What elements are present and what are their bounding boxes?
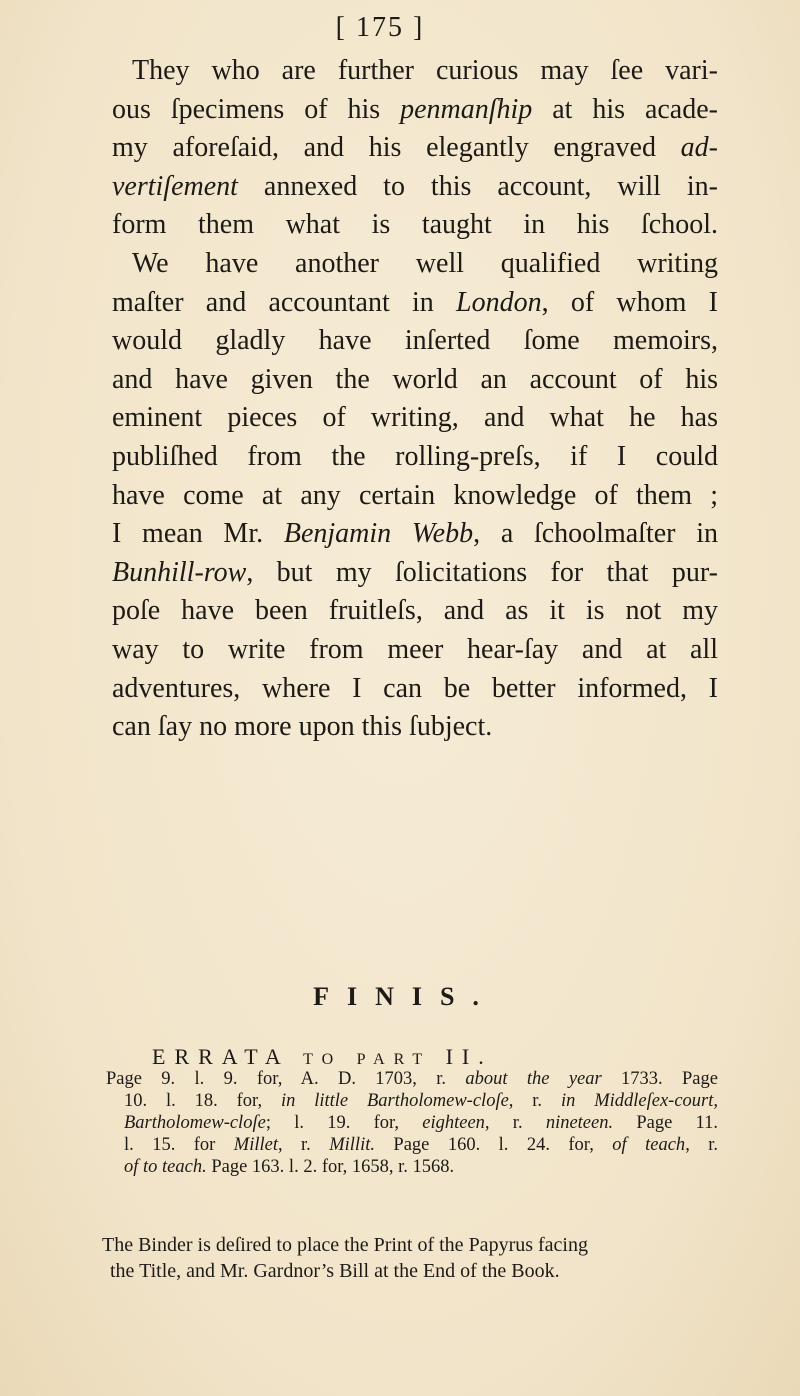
- text-segment: They who are further curious may ſee vari-: [132, 55, 718, 86]
- text-line: [106, 1090, 718, 1112]
- text-line: [112, 438, 718, 477]
- text-line: [112, 631, 718, 670]
- text-segment: We have another well qualified writing: [132, 247, 718, 279]
- text-segment: publiſhed from the rolling-preſs, if I could: [112, 440, 718, 472]
- italic-text: Millit.: [329, 1135, 375, 1155]
- italic-text: London: [456, 286, 542, 318]
- text-line: [112, 554, 718, 593]
- text-line: [112, 52, 718, 91]
- text-segment: eminent pieces of writing, and what he has: [112, 402, 718, 434]
- text-segment: my aforeſaid, and his elegantly engraved: [112, 132, 681, 164]
- main-text: [112, 52, 718, 747]
- text-segment: , but my ſolicitations for that pur-: [246, 556, 718, 588]
- text-segment: , r.: [508, 1091, 561, 1111]
- text-segment: I mean Mr.: [112, 518, 284, 550]
- text-segment: have come at any certain knowledge of them ;: [112, 479, 718, 511]
- text-segment: ous ſpecimens of his: [112, 93, 401, 125]
- text-line: [112, 168, 718, 207]
- text-line: [106, 1156, 718, 1178]
- text-line: [112, 515, 718, 554]
- text-segment: , r.: [685, 1135, 719, 1155]
- text-line: [112, 245, 718, 284]
- text-segment: form them what is taught in his ſchool.: [112, 209, 718, 241]
- text-segment: , of whom I: [541, 286, 718, 318]
- text-line: [112, 91, 718, 130]
- text-segment: maſter and accountant in: [112, 286, 457, 318]
- italic-text: in Middleſex-court,: [560, 1091, 718, 1111]
- finis-heading: FINIS.: [313, 982, 497, 1011]
- text-line: [112, 206, 718, 245]
- errata-part: PART: [356, 1051, 432, 1068]
- text-segment: adventures, where I can be better informed, I: [112, 672, 718, 704]
- text-line: [112, 708, 718, 747]
- text-line: [112, 129, 718, 168]
- text-segment: and have given the world an account of his: [112, 363, 718, 395]
- text-segment: would gladly have inſerted ſome memoirs,: [112, 325, 718, 357]
- text-segment: annexed to this account, will in-: [237, 170, 718, 202]
- text-segment: ; l. 19. for,: [265, 1113, 423, 1133]
- text-segment: way to write from meer hear-ſay and at all: [112, 633, 718, 665]
- binder-note-line: The Binder is deſired to place the Print of the Papyrus facing: [102, 1234, 588, 1256]
- text-segment: can ſay no more upon this ſubject.: [112, 711, 493, 743]
- errata-list: [106, 1068, 718, 1178]
- italic-text: vertiſement: [112, 170, 238, 202]
- binder-note: [102, 1232, 718, 1284]
- text-line: [112, 361, 718, 400]
- italic-text: penmanſhip: [400, 93, 533, 125]
- page-number: [ 175 ]: [335, 12, 425, 43]
- text-segment: , r.: [277, 1135, 330, 1155]
- text-segment: , a ſchoolmaſter in: [473, 518, 718, 550]
- italic-text: of teach: [612, 1135, 686, 1155]
- text-line: [112, 322, 718, 361]
- errata-word: ERRATA: [152, 1044, 289, 1069]
- errata-to: TO: [303, 1051, 343, 1068]
- binder-note-line: the Title, and Mr. Gardnor’s Bill at the End of the Book.: [110, 1260, 560, 1282]
- text-segment: poſe have been fruitleſs, and as it is not my: [112, 595, 718, 627]
- text-line: [112, 399, 718, 438]
- italic-text: eighteen,: [422, 1113, 490, 1133]
- text-segment: at his acade-: [532, 93, 718, 125]
- errata-heading: [152, 1044, 493, 1070]
- italic-text: of to teach.: [124, 1157, 207, 1177]
- italic-text: Bartholomew-cloſe: [124, 1113, 266, 1133]
- text-line: [112, 670, 718, 709]
- italic-text: Bunhill-row: [112, 556, 247, 588]
- italic-text: Benjamin Webb: [283, 518, 474, 550]
- italic-text: Millet: [233, 1135, 278, 1155]
- text-segment: 10. l. 18. for,: [124, 1091, 281, 1111]
- text-line: [106, 1112, 718, 1134]
- text-segment: r.: [489, 1113, 546, 1133]
- italic-text: in little Bartholomew-cloſe: [280, 1091, 509, 1111]
- text-segment: Page 9. l. 9. for, A. D. 1703, r.: [106, 1069, 466, 1089]
- text-line: [106, 1134, 718, 1156]
- text-segment: 1733. Page: [601, 1069, 718, 1089]
- italic-text: ad-: [680, 132, 718, 164]
- text-line: [112, 592, 718, 631]
- text-line: [112, 477, 718, 516]
- italic-text: nineteen.: [545, 1113, 614, 1133]
- errata-part-number: II.: [445, 1044, 493, 1069]
- text-segment: Page 160. l. 24. for,: [374, 1135, 613, 1155]
- text-segment: Page 11.: [613, 1113, 718, 1133]
- text-segment: Page 163. l. 2. for, 1658, r. 1568.: [206, 1157, 455, 1177]
- text-segment: l. 15. for: [124, 1135, 234, 1155]
- text-line: [106, 1068, 718, 1090]
- text-line: [112, 284, 718, 323]
- italic-text: about the year: [465, 1069, 602, 1089]
